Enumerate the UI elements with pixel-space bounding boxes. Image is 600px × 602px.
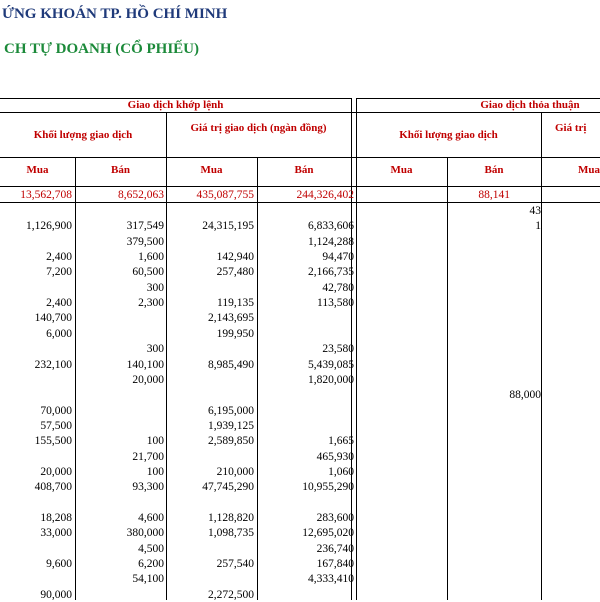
cell-sell-value: 6,833,606 <box>308 220 354 233</box>
header-matched-value: Giá trị giao dịch (ngàn đồng) <box>190 122 327 134</box>
header-matched: Giao dịch khớp lệnh <box>127 99 224 111</box>
cell-sell-volume: 100 <box>146 465 164 478</box>
col-sell-negvolume: Bán <box>484 164 504 176</box>
cell-buy-value: 8,985,490 <box>208 358 254 371</box>
rule-group <box>0 112 600 113</box>
cell-buy-volume: 33,000 <box>40 527 72 540</box>
cell-buy-volume: 57,500 <box>40 419 72 432</box>
cell-sell-volume: 380,000 <box>126 527 164 540</box>
cell-sell-value: 10,955,290 <box>302 481 354 494</box>
cell-buy-volume: 2,400 <box>46 297 72 310</box>
cell-sell-value: 167,840 <box>316 558 354 571</box>
rule-totals <box>0 202 600 203</box>
cell-buy-volume: 90,000 <box>40 588 72 601</box>
cell-sell-value: 4,333,410 <box>308 573 354 586</box>
cell-neg-sell-volume: 43 <box>529 205 541 217</box>
cell-buy-value: 199,950 <box>216 327 254 340</box>
cell-sell-value: 1,060 <box>328 465 354 478</box>
cell-sell-value: 1,665 <box>328 435 354 448</box>
cell-buy-value: 142,940 <box>216 251 254 264</box>
cell-sell-volume: 54,100 <box>132 573 164 586</box>
cell-buy-value: 47,745,290 <box>202 481 254 494</box>
cell-buy-value: 6,195,000 <box>208 404 254 417</box>
cell-buy-value: 24,315,195 <box>202 220 254 233</box>
cell-sell-volume: 300 <box>146 343 164 356</box>
col-sell-value: Bán <box>294 164 314 176</box>
cell-sell-volume: 300 <box>146 281 164 294</box>
col-buy-negvalue: Mua <box>578 164 600 176</box>
cell-buy-volume: 7,200 <box>46 266 72 279</box>
cell-neg-buy-volume: 88,000 <box>509 389 541 402</box>
cell-buy-volume: 408,700 <box>34 481 72 494</box>
cell-buy-value: 2,272,500 <box>208 588 254 601</box>
header-neg-volume: Khối lượng giao dịch <box>399 129 498 141</box>
cell-sell-value: 23,580 <box>322 343 354 356</box>
cell-sell-volume: 60,500 <box>132 266 164 279</box>
cell-buy-value: 2,143,695 <box>208 312 254 325</box>
cell-sell-value: 283,600 <box>316 512 354 524</box>
cell-buy-value: 1,098,735 <box>208 527 254 540</box>
cell-buy-volume: 1,126,900 <box>26 220 72 233</box>
header-negotiated: Giao dịch thỏa thuận <box>480 99 580 111</box>
total-sell-volume: 8,652,063 <box>118 189 164 201</box>
cell-sell-volume: 2,300 <box>138 297 164 310</box>
cell-buy-value: 119,135 <box>217 297 254 310</box>
cell-sell-value: 236,740 <box>316 542 354 555</box>
cell-sell-volume: 1,600 <box>138 251 164 264</box>
cell-buy-value: 210,000 <box>216 465 254 478</box>
rule-v-value <box>166 112 167 600</box>
cell-sell-value: 5,439,085 <box>308 358 354 371</box>
cell-sell-value: 42,780 <box>322 281 354 294</box>
cell-buy-volume: 6,000 <box>46 327 72 340</box>
cell-buy-volume: 140,700 <box>34 312 72 325</box>
cell-sell-volume: 4,500 <box>138 542 164 555</box>
cell-buy-volume: 20,000 <box>40 465 72 478</box>
cell-buy-volume: 2,400 <box>46 251 72 264</box>
col-buy-negvolume: Mua <box>390 164 413 176</box>
cell-sell-value: 12,695,020 <box>302 527 354 540</box>
total-neg-sell-volume: 88,141 <box>478 189 510 201</box>
rule-subheader <box>0 157 600 158</box>
cell-sell-value: 2,166,735 <box>308 266 354 279</box>
cell-buy-value: 1,939,125 <box>208 419 254 432</box>
report-title: ỨNG KHOÁN TP. HỒ CHÍ MINH <box>2 6 228 22</box>
cell-buy-volume: 9,600 <box>46 558 72 571</box>
col-sell-volume: Bán <box>111 164 130 176</box>
rule-v-c1 <box>75 157 76 600</box>
col-buy-value: Mua <box>200 164 223 176</box>
header-matched-volume: Khối lượng giao dịch <box>33 129 133 141</box>
total-buy-value: 435,087,755 <box>196 189 254 201</box>
cell-sell-volume: 4,600 <box>138 512 164 524</box>
cell-sell-volume: 6,200 <box>138 558 164 571</box>
rule-v-c3 <box>257 157 258 600</box>
rule-colheader <box>0 186 600 187</box>
cell-sell-volume: 100 <box>146 435 164 448</box>
cell-buy-volume: 232,100 <box>34 358 72 371</box>
cell-buy-value: 257,480 <box>216 266 254 279</box>
rule-v-negvalue <box>541 112 542 600</box>
cell-sell-value: 113,580 <box>317 297 354 310</box>
cell-buy-value: 257,540 <box>216 558 254 571</box>
cell-buy-value: 1,128,820 <box>208 512 254 524</box>
cell-sell-value: 1,124,288 <box>308 235 354 248</box>
cell-buy-volume: 70,000 <box>40 404 72 417</box>
header-neg-value: Giá trị <box>555 122 587 134</box>
cell-sell-value: 465,930 <box>316 450 354 463</box>
cell-buy-value: 2,589,850 <box>208 435 254 448</box>
cell-sell-volume: 21,700 <box>132 450 164 463</box>
rule-v-c5 <box>447 157 448 600</box>
cell-buy-volume: 18,208 <box>40 512 72 524</box>
cell-sell-volume: 379,500 <box>126 235 164 248</box>
total-buy-volume: 13,562,708 <box>20 189 72 201</box>
cell-sell-value: 94,470 <box>322 251 354 264</box>
cell-sell-volume: 317,549 <box>126 220 164 233</box>
cell-sell-volume: 93,300 <box>132 481 164 494</box>
col-buy-volume: Mua <box>26 164 49 176</box>
cell-sell-volume: 140,100 <box>126 358 164 371</box>
cell-buy-volume: 155,500 <box>34 435 72 448</box>
cell-sell-value: 1,820,000 <box>308 373 354 386</box>
cell-sell-volume: 20,000 <box>132 373 164 386</box>
total-sell-value: 244,326,402 <box>296 189 354 201</box>
cell-neg-sell-volume: 1 <box>535 220 541 233</box>
report-subtitle: CH TỰ DOANH (CỔ PHIẾU) <box>4 41 199 57</box>
